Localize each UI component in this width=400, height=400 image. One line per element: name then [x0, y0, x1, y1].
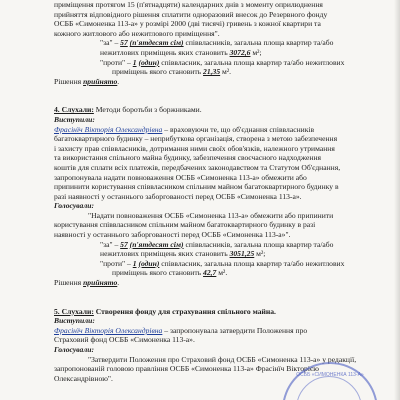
section-title: Створення фонду для страхування спільного майна.: [93, 306, 276, 316]
official-seal-text: ОСББ «СИМОНЕНКА 113-А»: [296, 372, 364, 378]
vote-for-line: [54, 240, 378, 250]
text-line: багатоквартирного будинку – неприбуткова організація, створена з метою забезпечення: [54, 134, 338, 144]
text-line: та використання спільного майна будинку, забезпечення своєчасного надходження: [54, 153, 321, 163]
text-line: коштів для сплати всіх платежів, передбачених законодавством та Статутом Об'єднання,: [54, 162, 341, 172]
vote-area: 42,7: [203, 268, 217, 278]
text-line: Страховий фонд ОСББ «Симоненка 113-а».: [54, 335, 195, 345]
text-line: [54, 125, 378, 135]
resolution-line: наявності у останнього заборгованості перед ОСББ «Симоненка 113-а»".: [54, 230, 291, 240]
vote-label: "проти" –: [100, 57, 133, 67]
vote-area-line: [54, 268, 378, 278]
section-title: Методи боротьби з боржниками.: [93, 105, 202, 115]
resolution-line: Олександрівною".: [54, 373, 113, 383]
section-number: 4. Слухали:: [54, 105, 94, 115]
page-edge-shadow: [394, 0, 400, 400]
speech-text: – враховуючи те, що об'єднання співвласників: [162, 124, 315, 134]
section-5-heading: [54, 307, 378, 317]
vote-area-line: [54, 67, 378, 77]
vote-count: 1: [132, 258, 137, 268]
speech-text: – запропонувала затвердити Положення про: [162, 325, 308, 335]
text-line: запропонувала надати повноваження ОСББ «Симоненка 113-а» обмежити або: [54, 172, 307, 182]
vote-text: приміщень якого становить: [112, 268, 204, 278]
vote-text: співвласник, загальна площа квартир та/або нежитлових: [159, 57, 345, 67]
resolution-line: "Затвердити Положення про Страховий фонд ОСББ «Симоненка 113-а» у редакції,: [88, 354, 357, 364]
vote-unit: м²;: [254, 249, 266, 259]
text-line: прийняття відповідного рішення сплатити одноразовий внесок до Резервного фонду: [54, 9, 328, 19]
spoke-label: Виступили:: [54, 114, 95, 124]
vote-label: "проти" –: [100, 258, 133, 268]
vote-count: 57: [120, 239, 128, 249]
decision-label: Рішення: [54, 76, 84, 86]
decision-line: [54, 77, 378, 87]
vote-against-line: [54, 58, 378, 68]
vote-text: нежитлових приміщень яких становить: [100, 47, 230, 57]
official-seal-inner-ring: [296, 376, 362, 400]
vote-text: співвласників, загальна площа квартир та/або: [183, 38, 334, 48]
vote-area: 3051,25: [229, 249, 255, 259]
text-line: ОСББ «Симоненка 113-а» у розмірі 2000 (дві тисячі) гривень з кожної квартири та: [54, 19, 321, 29]
decision-result: прийнято: [83, 278, 118, 288]
vote-unit: м²;: [250, 47, 262, 57]
section-number: 5. Слухали:: [54, 306, 94, 316]
text-line: припинити користування співвласником спільним майном багатоквартирного будинку в: [54, 182, 339, 192]
vote-count-words: (один): [138, 258, 160, 268]
speaker-name: Фрасінїч Вікторія Олександрівна: [54, 325, 163, 335]
vote-unit: м².: [220, 67, 232, 77]
vote-text: співвласників, загальна площа квартир та/або: [183, 239, 334, 249]
voted-label: Голосували:: [54, 345, 94, 354]
vote-area: 3072,6: [229, 47, 251, 57]
vote-count-words: (один): [138, 57, 160, 67]
text-line: приміщення протягом 15 (п'ятнадцяти) календарних днів з моменту оприлюднення: [54, 0, 323, 9]
spoke-label: Виступили:: [54, 316, 95, 326]
text-line: і захисту прав співвласників, дотримання ними своїх обов'язків, належного утримання: [54, 143, 335, 153]
vote-text: співвласник, загальна площа квартир та/або нежитлових: [159, 258, 345, 268]
resolution-line: користування співвласником спільним майном багатоквартирного будинку в разі: [54, 220, 316, 230]
vote-area: 21,35: [203, 67, 221, 77]
speaker-name: Фрасінїч Вікторія Олександрівна: [54, 124, 163, 134]
vote-label: "за" –: [100, 38, 121, 48]
vote-area-line: [54, 249, 378, 259]
vote-count-words: (п'ятдесят сім): [129, 38, 184, 48]
vote-count-words: (п'ятдесят сім): [129, 239, 184, 249]
text-line: кожного житлового або нежитлового приміщення".: [54, 28, 220, 38]
voted-label: Голосували:: [54, 201, 94, 211]
vote-count: 1: [132, 57, 137, 67]
vote-unit: м².: [216, 268, 228, 278]
vote-count: 57: [120, 38, 128, 48]
decision-line: [54, 278, 378, 288]
vote-text: нежитлових приміщень яких становить: [100, 249, 230, 259]
text-line: [54, 326, 378, 336]
decision-punct: .: [117, 76, 120, 86]
section-4-heading: [54, 105, 378, 115]
vote-against-line: [54, 259, 378, 269]
vote-label: "за" –: [100, 239, 121, 249]
decision-result: прийнято: [83, 76, 118, 86]
text-line: разі наявності у останнього заборгованості перед ОСББ «Симоненка 113-а».: [54, 191, 302, 201]
vote-for-line: [54, 38, 378, 48]
vote-text: приміщень якого становить: [112, 67, 204, 77]
resolution-line: "Надати повноваження ОСББ «Симоненка 113-а» обмежити або припинити: [88, 210, 334, 220]
decision-punct: .: [117, 278, 120, 288]
resolution-line: запропонованій головою правління ОСББ «Симоненка 113-а» Фрасінїч Вікторією: [54, 364, 319, 374]
decision-label: Рішення: [54, 278, 84, 288]
protocol-text: [54, 0, 378, 383]
vote-area-line: [54, 48, 378, 58]
